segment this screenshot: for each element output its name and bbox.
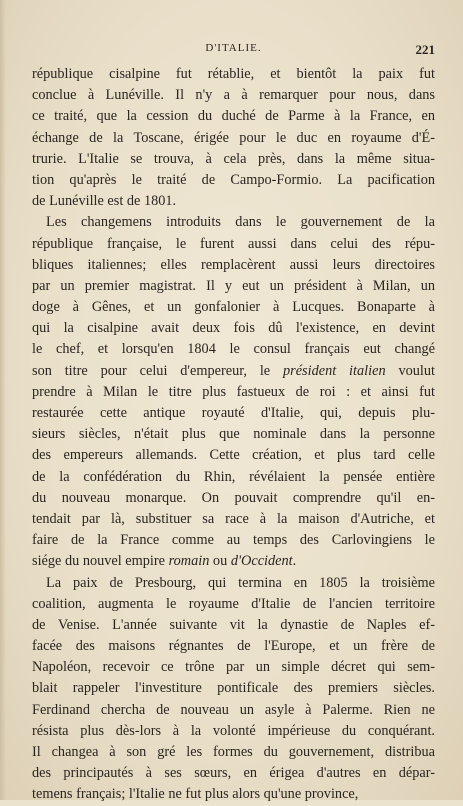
running-head: D'ITALIE. bbox=[205, 42, 262, 54]
text-line bbox=[32, 763, 435, 784]
text-segment: ce traité, que la cession du duché de Parme à la France, en bbox=[32, 108, 435, 125]
text-line bbox=[32, 276, 435, 297]
text-segment: doge à Gênes, et un gonfalonier à Lucques. Bonaparte à bbox=[32, 299, 435, 316]
text-segment: Ferdinand chercha de nouveau un asyle à Palerme. Rien ne bbox=[32, 701, 435, 718]
text-line bbox=[32, 128, 435, 149]
text-segment: restaurée cette antique royauté d'Italie, qui, depuis plu- bbox=[32, 405, 435, 421]
text-segment: prendre à Milan le titre plus fastueux de roi : et ainsi fut bbox=[32, 383, 435, 400]
text-segment: de Venise. L'année suivante vit la dynastie de Naples ef- bbox=[32, 616, 435, 633]
text-line bbox=[32, 149, 435, 170]
text-line bbox=[32, 636, 435, 657]
text-line bbox=[32, 64, 435, 85]
text-segment: tion qu'après le traité de Campo-Formio. La pacification bbox=[32, 171, 435, 188]
text-segment: échange de la Toscane, érigée pour le duc en royaume d'É- bbox=[32, 129, 435, 146]
text-segment: Il changea à son gré les formes du gouvernement, distribua bbox=[32, 744, 435, 760]
text-segment: ou bbox=[209, 553, 231, 570]
text-segment: temens français; l'Italie ne fut plus alors qu'une province, bbox=[32, 786, 359, 803]
text-segment: tendait par là, substituer sa race à la maison d'Autriche, et bbox=[32, 510, 435, 527]
text-line bbox=[32, 721, 435, 742]
text-line bbox=[32, 297, 435, 318]
text-segment: son titre pour celui d'empereur, le bbox=[32, 362, 283, 379]
body-text bbox=[32, 64, 435, 806]
text-segment: république française, le furent aussi dans celui des répu- bbox=[32, 235, 435, 252]
text-segment: siége du nouvel empire bbox=[32, 553, 169, 570]
italic-text: d'Occident bbox=[230, 553, 293, 570]
text-segment: coalition, augmenta le royaume d'Italie de l'ancien territoire bbox=[32, 595, 435, 612]
text-line bbox=[32, 551, 435, 572]
text-line bbox=[32, 509, 435, 530]
text-line bbox=[32, 424, 435, 445]
text-segment: des empereurs allemands. Cette création, et plus tard celle bbox=[32, 447, 435, 464]
text-line bbox=[32, 382, 435, 403]
text-line bbox=[32, 361, 435, 382]
text-segment: de la confédération du Rhin, révélaient la pensée entière bbox=[32, 468, 435, 485]
text-line bbox=[32, 784, 435, 805]
text-segment: conclue à Lunéville. Il n'y a à remarquer pour nous, dans bbox=[32, 87, 435, 104]
text-line bbox=[32, 170, 435, 191]
text-line bbox=[32, 488, 435, 509]
text-line bbox=[32, 445, 435, 466]
text-segment: voulut bbox=[385, 362, 435, 379]
text-segment: Napoléon, recevoir ce trône par un simple décret qui sem- bbox=[32, 659, 435, 676]
text-line bbox=[32, 700, 435, 721]
text-line bbox=[32, 234, 435, 255]
text-segment: des principautés à ses sœurs, en érigea d'autres en dépar- bbox=[32, 765, 435, 782]
paragraph bbox=[32, 573, 435, 806]
italic-text: romain bbox=[168, 553, 210, 570]
page-header bbox=[32, 42, 435, 62]
page-binding-shadow bbox=[0, 0, 6, 800]
text-segment: de Lunéville est de 1801. bbox=[32, 193, 177, 210]
text-line bbox=[32, 403, 435, 424]
text-line bbox=[32, 212, 435, 233]
text-line bbox=[32, 255, 435, 276]
text-segment: Les changemens introduits dans le gouvernement de la bbox=[46, 214, 435, 231]
text-line bbox=[32, 467, 435, 488]
text-segment: blait rappeler l'investiture pontificale des premiers siècles. bbox=[32, 680, 435, 697]
text-line bbox=[32, 657, 435, 678]
text-line bbox=[32, 339, 435, 360]
text-segment: faire de la France comme au temps des Carlovingiens le bbox=[32, 532, 435, 549]
text-segment: résista plus dès-lors à la volonté impérieuse du conquérant. bbox=[32, 722, 435, 739]
text-segment: . bbox=[292, 553, 297, 570]
text-line bbox=[32, 594, 435, 615]
paragraph bbox=[32, 212, 435, 572]
text-segment: du nouveau monarque. On pouvait comprendre qu'il en- bbox=[32, 489, 435, 506]
text-segment: facée des maisons régnantes de l'Europe, et un frère de bbox=[32, 638, 435, 655]
text-segment: par un premier magistrat. Il y eut un président à Milan, un bbox=[32, 277, 435, 294]
text-line bbox=[32, 85, 435, 106]
text-segment: La paix de Presbourg, qui termina en 1805 la troisième bbox=[46, 574, 435, 591]
page-number: 221 bbox=[415, 42, 435, 57]
italic-text: président italien bbox=[283, 362, 386, 379]
paragraph bbox=[32, 64, 435, 212]
text-line bbox=[32, 530, 435, 551]
text-line bbox=[32, 318, 435, 339]
text-segment: bliques italiennes; elles remplacèrent aussi leurs directoires bbox=[32, 256, 435, 273]
text-line bbox=[32, 573, 435, 594]
text-line bbox=[32, 678, 435, 699]
text-segment: sieurs siècles, n'était plus que nominale dans la personne bbox=[32, 426, 435, 443]
text-line bbox=[32, 106, 435, 127]
text-segment: le chef, et lorsqu'en 1804 le consul français eut changé bbox=[32, 341, 435, 358]
text-segment: qui la cisalpine avait deux fois dû l'existence, en devint bbox=[32, 320, 435, 337]
text-segment: république cisalpine fut rétablie, et bientôt la paix fut bbox=[32, 66, 435, 82]
text-line bbox=[32, 191, 435, 212]
text-segment: trurie. L'Italie se trouva, à cela près, dans la même situa- bbox=[32, 150, 435, 167]
text-line bbox=[32, 742, 435, 763]
text-line bbox=[32, 615, 435, 636]
